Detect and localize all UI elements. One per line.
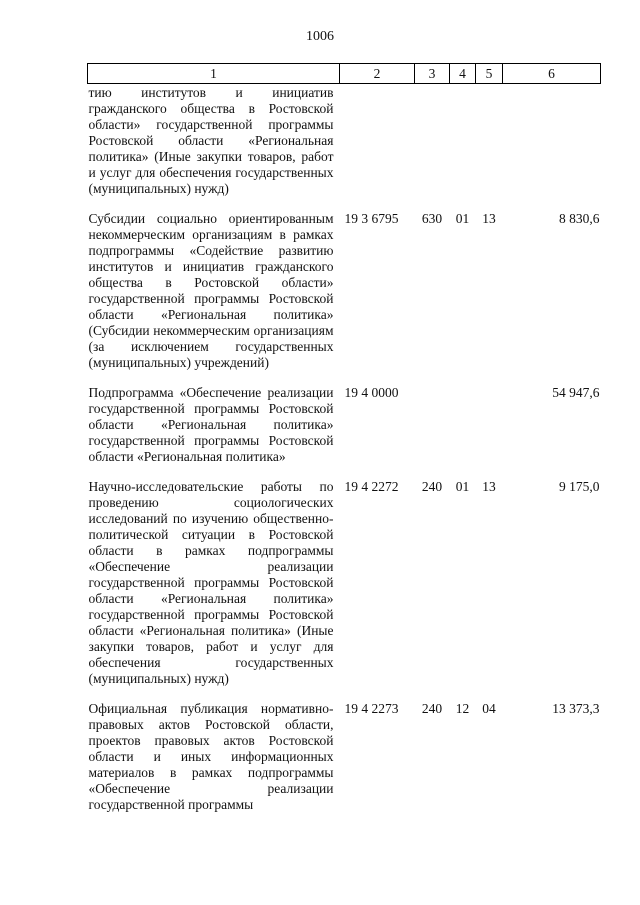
table-row (88, 479, 601, 701)
row-code: 19 3 6795 (344, 211, 399, 226)
row-amount: 54 947,6 (552, 385, 600, 400)
row-subsection (476, 84, 503, 212)
row-subsection (476, 385, 503, 479)
row-code (340, 84, 415, 212)
row-expense-type: 240 (421, 701, 443, 716)
row-amount (503, 84, 601, 212)
row-section (450, 84, 476, 212)
row-expense-type: 630 (421, 211, 443, 226)
row-expense-type (415, 84, 450, 212)
row-section (450, 385, 476, 479)
row-code: 19 4 2273 (344, 701, 399, 716)
page-number: 1006 (306, 29, 334, 44)
row-expense-type: 240 (421, 479, 443, 494)
row-code: 19 4 2272 (344, 479, 399, 494)
table-row (88, 701, 601, 827)
header-col-6: 6 (503, 64, 601, 84)
row-amount: 13 373,3 (552, 701, 600, 716)
header-row (88, 64, 601, 84)
header-col-4: 4 (450, 64, 476, 84)
table-row (88, 385, 601, 479)
table-row (88, 211, 601, 385)
budget-table (87, 63, 601, 827)
row-expense-type (415, 385, 450, 479)
header-col-3: 3 (415, 64, 450, 84)
row-amount: 8 830,6 (559, 211, 600, 226)
row-amount: 9 175,0 (559, 479, 600, 494)
header-col-2: 2 (340, 64, 415, 84)
row-description: Подпрограмма «Обеспечение реализации государственной программы Ростовской области «Региональная политика» государственной программы Ростовской области «Региональная политика» (88, 385, 334, 464)
row-description: Официальная публикация нормативно-правовых актов Ростовской области, проектов правовых актов Ростовской области и иных информационных материалов в рамках подпрограммы «Обеспечение реализации государственной программы (88, 701, 334, 812)
row-section: 01 (455, 211, 470, 226)
row-subsection: 13 (482, 211, 496, 226)
row-subsection: 13 (482, 479, 496, 494)
header-col-5: 5 (476, 64, 503, 84)
table-row (88, 84, 601, 212)
row-section: 01 (455, 479, 470, 494)
row-section: 12 (455, 701, 470, 716)
row-description: Научно-исследовательские работы по проведению социологических исследований по изучению общественно-политической ситуации в Ростовской области в рамках подпрограммы «Обеспечение реализации государственной программы Ростовской области «Региональная политика» государственной программы Ростовской области «Региональная политика» (Иные закупки товаров, работ и услуг для обеспечения государственных (муниципальных) нужд) (88, 479, 334, 686)
row-code: 19 4 0000 (344, 385, 399, 400)
row-subsection: 04 (482, 701, 496, 716)
header-col-1: 1 (88, 64, 340, 84)
row-description: Субсидии социально ориентированным некоммерческим организациям в рамках подпрограммы «Содействие развитию институтов и инициатив гражданского общества в Ростовской области» государственной программы Ростовской области «Региональная политика» (Субсидии некоммерческим организациям (за исключением государственных (муниципальных) учреждений) (88, 211, 334, 370)
row-description: тию институтов и инициатив гражданского общества в Ростовской области» государственной программы Ростовской области «Региональная политика» (Иные закупки товаров, работ и услуг для обеспечения государственных (муниципальных) нужд) (88, 85, 334, 196)
